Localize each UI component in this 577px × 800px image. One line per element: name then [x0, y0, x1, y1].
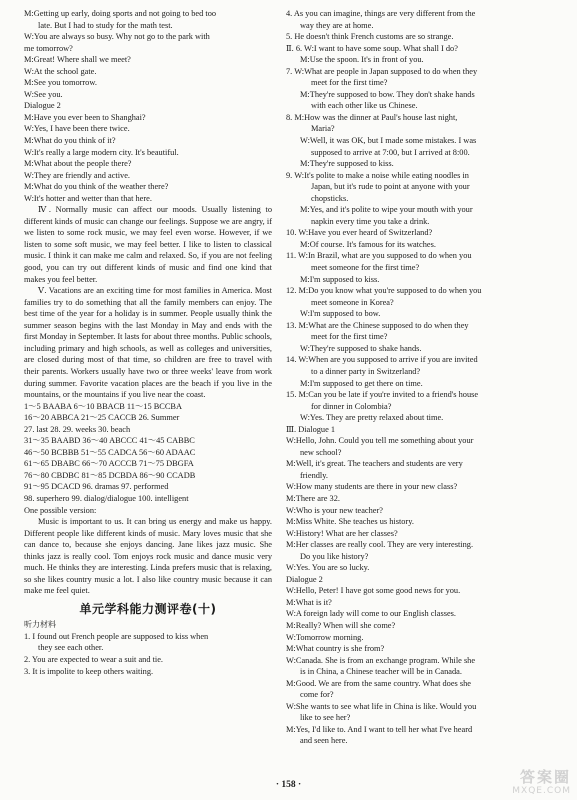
text-line: 9. W:It's polite to make a noise while eating noodles in [286, 170, 469, 180]
text-line: 13. M:What are the Chinese supposed to do when they [286, 320, 469, 330]
dialogue-heading: Dialogue 2 [286, 574, 323, 584]
answer-line: 31～35 BAABD 36～40 ABCCC 41～45 CABBC [24, 436, 195, 446]
text-line: W:Yes. You are so lucky. [286, 563, 370, 573]
text-line: me tomorrow? [24, 43, 73, 53]
text-line: late. But I had to study for the math test. [38, 20, 173, 30]
answer-line: 91～95 DCACD 96. dramas 97. performed [24, 482, 169, 492]
text-line: M:What about the people there? [24, 159, 132, 169]
text-line: friendly. [300, 470, 328, 480]
text-line: M:Have you ever been to Shanghai? [24, 112, 146, 122]
text-line: W:Well, it was OK, but I made some mistakes. I was [300, 136, 477, 146]
text-line: M:Of course. It's famous for its watches. [300, 239, 436, 249]
text-line: way they are at home. [300, 20, 374, 30]
answer-line: 46～50 BCBBB 51～55 CADCA 56～60 ADAAC [24, 447, 196, 457]
text-line: supposed to arrive at 7:00, but I arrived at 8:00. [311, 147, 470, 157]
text-line: W:At the school gate. [24, 66, 97, 76]
text-line: W:Yes, I have been there twice. [24, 124, 130, 134]
text-line: to a dinner party in Switzerland? [311, 366, 421, 376]
text-line: come for? [300, 690, 334, 700]
text-line: W:They're supposed to shake hands. [300, 343, 422, 353]
text-line: for dinner in Colombia? [311, 401, 392, 411]
answer-line: 27. last 28. 29. weeks 30. beach [24, 424, 131, 434]
text-line: M:I'm supposed to get there on time. [300, 378, 423, 388]
text-line: 1. I found out French people are supposed to kiss when [24, 631, 209, 641]
text-line: 8. M:How was the dinner at Paul's house last night, [286, 112, 458, 122]
text-line: M:What country is she from? [286, 644, 385, 654]
text-line: M:I'm supposed to kiss. [300, 274, 380, 284]
text-line: M:See you tomorrow. [24, 78, 97, 88]
text-line: 11. W:In Brazil, what are you supposed to do when you [286, 251, 472, 261]
text-line: M:They're supposed to bow. They don't shake hands [300, 89, 475, 99]
dialogue-heading: Ⅲ. Dialogue 1 [286, 424, 336, 434]
text-line: new school? [300, 447, 342, 457]
text-line: M:Her classes are really cool. They are very interesting. [286, 540, 474, 550]
text-line: M:Really? When will she come? [286, 620, 396, 630]
version-label: One possible version: [24, 505, 97, 515]
watermark-logo [512, 769, 571, 796]
text-line: W:I'm supposed to bow. [300, 309, 381, 319]
text-line: and seen here. [300, 736, 348, 746]
text-line: M:There are 32. [286, 493, 340, 503]
text-line: W:Canada. She is from an exchange program. While she [286, 655, 476, 665]
text-line: 3. It is impolite to keep others waiting. [24, 666, 154, 676]
text-line: M:What do you think of the weather there? [24, 182, 169, 192]
page-number: · 158 · [275, 780, 302, 790]
text-line: Maria? [311, 124, 335, 134]
listening-heading: 听力材料 [24, 619, 56, 629]
text-line: W:You are always so busy. Why not go to the park with [24, 32, 210, 42]
text-line: W:Hello, John. Could you tell me something about your [286, 436, 474, 446]
right-column [286, 8, 556, 747]
text-line: with each other like us Chinese. [311, 101, 418, 111]
answer-line: 98. superhero 99. dialog/dialogue 100. intelligent [24, 493, 189, 503]
text-line: 10. W:Have you ever heard of Switzerland? [286, 228, 433, 238]
text-line: 12. M:Do you know what you're supposed to do when you [286, 286, 482, 296]
text-line: 2. You are expected to wear a suit and tie. [24, 654, 164, 664]
section-title: 单元学科能力测评卷(十) [79, 601, 217, 616]
answer-line: 76～80 CBDBC 81～85 DCBDA 86～90 CCADB [24, 470, 196, 480]
text-line: 15. M:Can you be late if you're invited to a friend's house [286, 390, 479, 400]
text-line: meet someone in Korea? [311, 297, 394, 307]
text-line: M:What is it? [286, 597, 332, 607]
text-line: 7. W:What are people in Japan supposed to do when they [286, 66, 478, 76]
text-line: W:She wants to see what life in China is like. Would you [286, 701, 477, 711]
text-line: meet for the first time? [311, 78, 388, 88]
text-line: M:What do you think of it? [24, 136, 116, 146]
text-line: M:Use the spoon. It's in front of you. [300, 55, 424, 65]
text-line: 4. As you can imagine, things are very different from the [286, 9, 476, 18]
text-line: M:Well, it's great. The teachers and students are very [286, 459, 463, 469]
text-line: W:Yes. They are pretty relaxed about time. [300, 413, 444, 423]
text-line: 14. W:When are you supposed to arrive if you are invited [286, 355, 478, 365]
text-line: W:Who is your new teacher? [286, 505, 383, 515]
dialogue-heading: Dialogue 2 [24, 101, 61, 111]
answer-key [24, 401, 272, 505]
text-line: W:Tomorrow morning. [286, 632, 364, 642]
text-line: Ⅱ. 6. W:I want to have some soup. What shall I do? [286, 43, 458, 53]
text-line: M:Miss White. She teaches us history. [286, 517, 414, 527]
text-line: chopsticks. [311, 193, 349, 203]
listening-passage-5: Ⅴ. Vacations are an exciting time for most families in America. Most families try to do something that all the family members can enjoy. The best time of the year for a holiday is in summer. People usually think the summer season begins with the last Monday in May and ends with the first Monday in September. It lasts for about three months. Public schools, including primary and high schools, as well as colleges and universities, are closed during most of that time, so children are free to travel with their parents. Workers usually have two or three weeks' leave from work during summer. Favorite vacation places are the beach if you live in the mountains, or the mountains if you live near the coast. [24, 286, 272, 400]
text-line: W:Hello, Peter! I have got some good news for you. [286, 586, 461, 596]
answer-line: 1～5 BAABA 6～10 BBACB 11～15 BCCBA [24, 401, 183, 411]
text-line: meet for the first time? [311, 332, 388, 342]
text-line: W:A foreign lady will come to our English classes. [286, 609, 457, 619]
text-line: W:See you. [24, 89, 63, 99]
text-line: W:It's really a large modern city. It's beautiful. [24, 147, 179, 157]
text-line: W:History! What are her classes? [286, 528, 398, 538]
text-line: they see each other. [38, 643, 104, 653]
text-line: M:Getting up early, doing sports and not going to bed too [24, 9, 217, 18]
answer-line: 16～20 ABBCA 21～25 CACCB 26. Summer [24, 413, 180, 423]
text-line: Japan, but it's rude to point at anyone with your [311, 182, 470, 192]
watermark-text: 答案圈 [519, 768, 571, 786]
text-line: M:They're supposed to kiss. [300, 159, 394, 169]
answer-line: 61～65 DBABC 66～70 ACCCB 71～75 DBGFA [24, 459, 194, 469]
text-line: M:Good. We are from the same country. What does she [286, 678, 472, 688]
text-line: W:They are friendly and active. [24, 170, 131, 180]
text-line: W:How many students are there in your new class? [286, 482, 458, 492]
text-line: M:Great! Where shall we meet? [24, 55, 131, 65]
text-line: W:It's hotter and wetter than that here. [24, 193, 152, 203]
left-column [24, 8, 272, 677]
text-line: Do you like history? [300, 551, 369, 561]
listening-passage-4: Ⅳ. Normally music can affect our moods. Usually listening to different kinds of music can change our feelings. Suppose we are angry, if we listen to some rock music, we may feel even worse. However, if we listen to some soft music, we may feel better. I like to listen to classical music. I think it can make me calm and relaxed. So, if you are not feeling good, you can try out different kinds of music and find one kind that makes you feel better. [24, 205, 272, 284]
text-line: napkin every time you take a drink. [311, 216, 430, 226]
watermark-url: MXQE.COM [512, 786, 571, 796]
text-line: is in China, a Chinese teacher will be in Canada. [300, 667, 462, 677]
text-line: M:Yes, and it's polite to wipe your mouth with your [300, 205, 473, 215]
text-line: M:Yes, I'd like to. And I want to tell her what I've heard [286, 724, 473, 734]
sample-essay: Music is important to us. It can bring us energy and make us happy. Different people like different kinds of music. Mary loves music that she can dance to, because she enjoys dancing. Jane likes jazz music. She thinks jazz is really cool. Tom enjoys rock music and dance music very much. He thinks they are interesting. Linda prefers music that is relaxing, so she likes country music a lot. I also like country music because it can make me feel quiet. [24, 517, 272, 596]
text-line: 5. He doesn't think French customs are so strange. [286, 32, 454, 42]
text-line: like to see her? [300, 713, 351, 723]
text-line: meet someone for the first time? [311, 263, 420, 273]
